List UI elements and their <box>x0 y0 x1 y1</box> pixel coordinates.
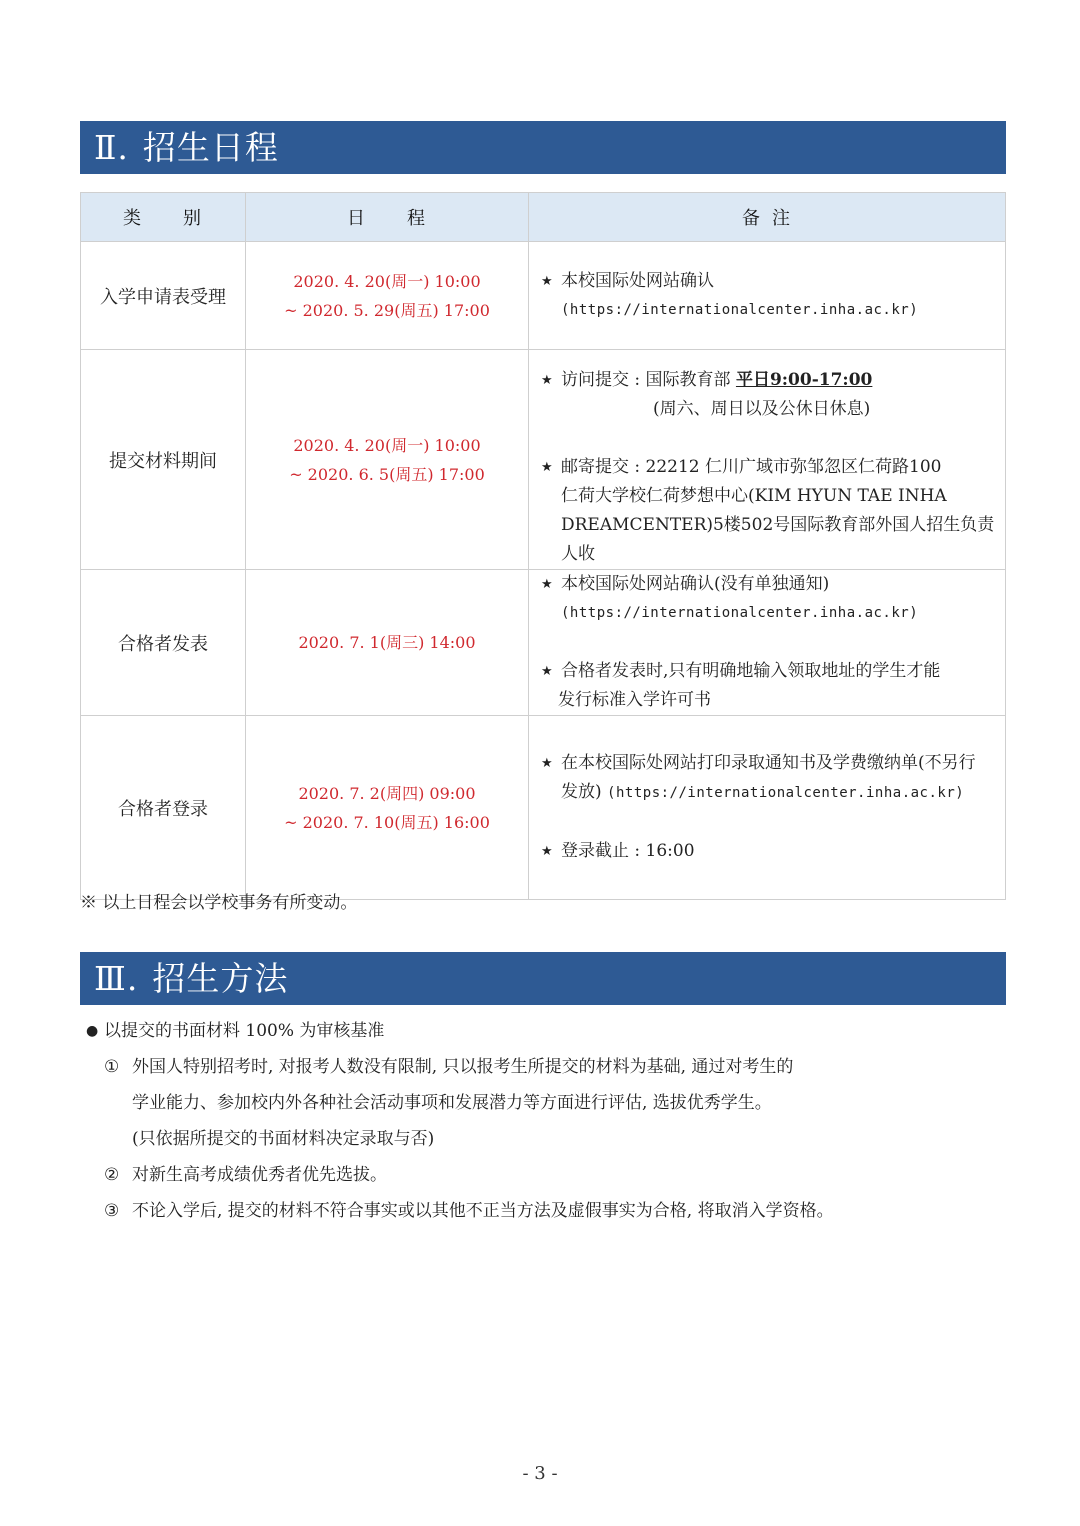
note-cell: ★ 本校国际处网站确认 (https://internationalcenter.inha.ac.kr) <box>529 242 1006 350</box>
section-number: Ⅱ. <box>94 128 129 167</box>
star-icon: ★ <box>541 756 553 771</box>
section-number: Ⅲ. <box>94 959 139 998</box>
table-row <box>81 350 1006 570</box>
office-hours: 平日9:00-17:00 <box>735 370 873 390</box>
table-header-row <box>81 193 1006 242</box>
header-date: 日 程 <box>246 193 529 242</box>
method-list <box>86 1013 834 1229</box>
star-icon: ★ <box>541 274 553 289</box>
category-cell: 入学申请表受理 <box>81 242 246 350</box>
website-link[interactable]: (https://internationalcenter.inha.ac.kr) <box>561 605 919 621</box>
section-title: 招生日程 <box>142 128 279 167</box>
table-row <box>81 716 1006 900</box>
star-icon: ★ <box>541 844 553 859</box>
star-icon: ★ <box>541 460 553 475</box>
table-row <box>81 242 1006 350</box>
date-cell: 2020. 7. 1(周三) 14:00 <box>246 570 529 716</box>
header-category: 类 别 <box>81 193 246 242</box>
note-cell: ★ 在本校国际处网站打印录取通知书及学费缴纳单(不另行 发放) (https://internationalcenter.inha.ac.kr) ★ 登录截止 : 16:00 <box>529 716 1006 900</box>
date-cell: 2020. 4. 20(周一) 10:00 ~ 2020. 6. 5(周五) 17:00 <box>246 350 529 570</box>
category-cell: 合格者登录 <box>81 716 246 900</box>
page-number: - 3 - <box>522 1463 558 1484</box>
section-title: 招生方法 <box>152 959 289 998</box>
list-item: ③ 不论入学后, 提交的材料不符合事实或以其他不正当方法及虚假事实为合格, 将取消入学资格。 <box>104 1201 834 1221</box>
bullet-icon: ● <box>86 1023 99 1039</box>
header-note: 备 注 <box>529 193 1006 242</box>
table-row <box>81 570 1006 716</box>
section-header-schedule <box>80 121 1006 174</box>
date-cell: 2020. 7. 2(周四) 09:00 ~ 2020. 7. 10(周五) 16:00 <box>246 716 529 900</box>
category-cell: 合格者发表 <box>81 570 246 716</box>
note-cell: ★ 访问提交 : 国际教育部 平日9:00-17:00 (周六、周日以及公休日休息) ★ 邮寄提交 : 22212 仁川广域市弥邹忽区仁荷路100 仁荷大学校仁荷梦想中心(KIM HYUN TAE INHA DREAMCENTER)5楼502号国际教育部外国人招生负责人收 <box>529 350 1006 570</box>
section-header-method <box>80 952 1006 1005</box>
star-icon: ★ <box>541 577 553 592</box>
list-item: ① 外国人特别招考时, 对报考人数没有限制, 只以报考生所提交的材料为基础, 通过对考生的 学业能力、参加校内外各种社会活动事项和发展潜力等方面进行评估, 选拔优秀学生。 (只依据所提交的书面材料决定录取与否) <box>104 1057 794 1149</box>
website-link[interactable]: (https://internationalcenter.inha.ac.kr) <box>561 302 919 318</box>
note-cell: ★ 本校国际处网站确认(没有单独通知) (https://internationalcenter.inha.ac.kr) ★ 合格者发表时,只有明确地输入领取地址的学生才能 发行标准入学许可书 <box>529 570 1006 716</box>
list-item: ② 对新生高考成绩优秀者优先选拔。 <box>104 1165 387 1185</box>
website-link[interactable]: (https://internationalcenter.inha.ac.kr) <box>607 785 965 801</box>
schedule-remark: ※ 以上日程会以学校事务有所变动。 <box>80 893 358 913</box>
schedule-table <box>80 192 1006 900</box>
list-item: ● 以提交的书面材料 100% 为审核基准 <box>86 1013 834 1049</box>
date-cell: 2020. 4. 20(周一) 10:00 ~ 2020. 5. 29(周五) 17:00 <box>246 242 529 350</box>
star-icon: ★ <box>541 373 553 388</box>
category-cell: 提交材料期间 <box>81 350 246 570</box>
star-icon: ★ <box>541 664 553 679</box>
